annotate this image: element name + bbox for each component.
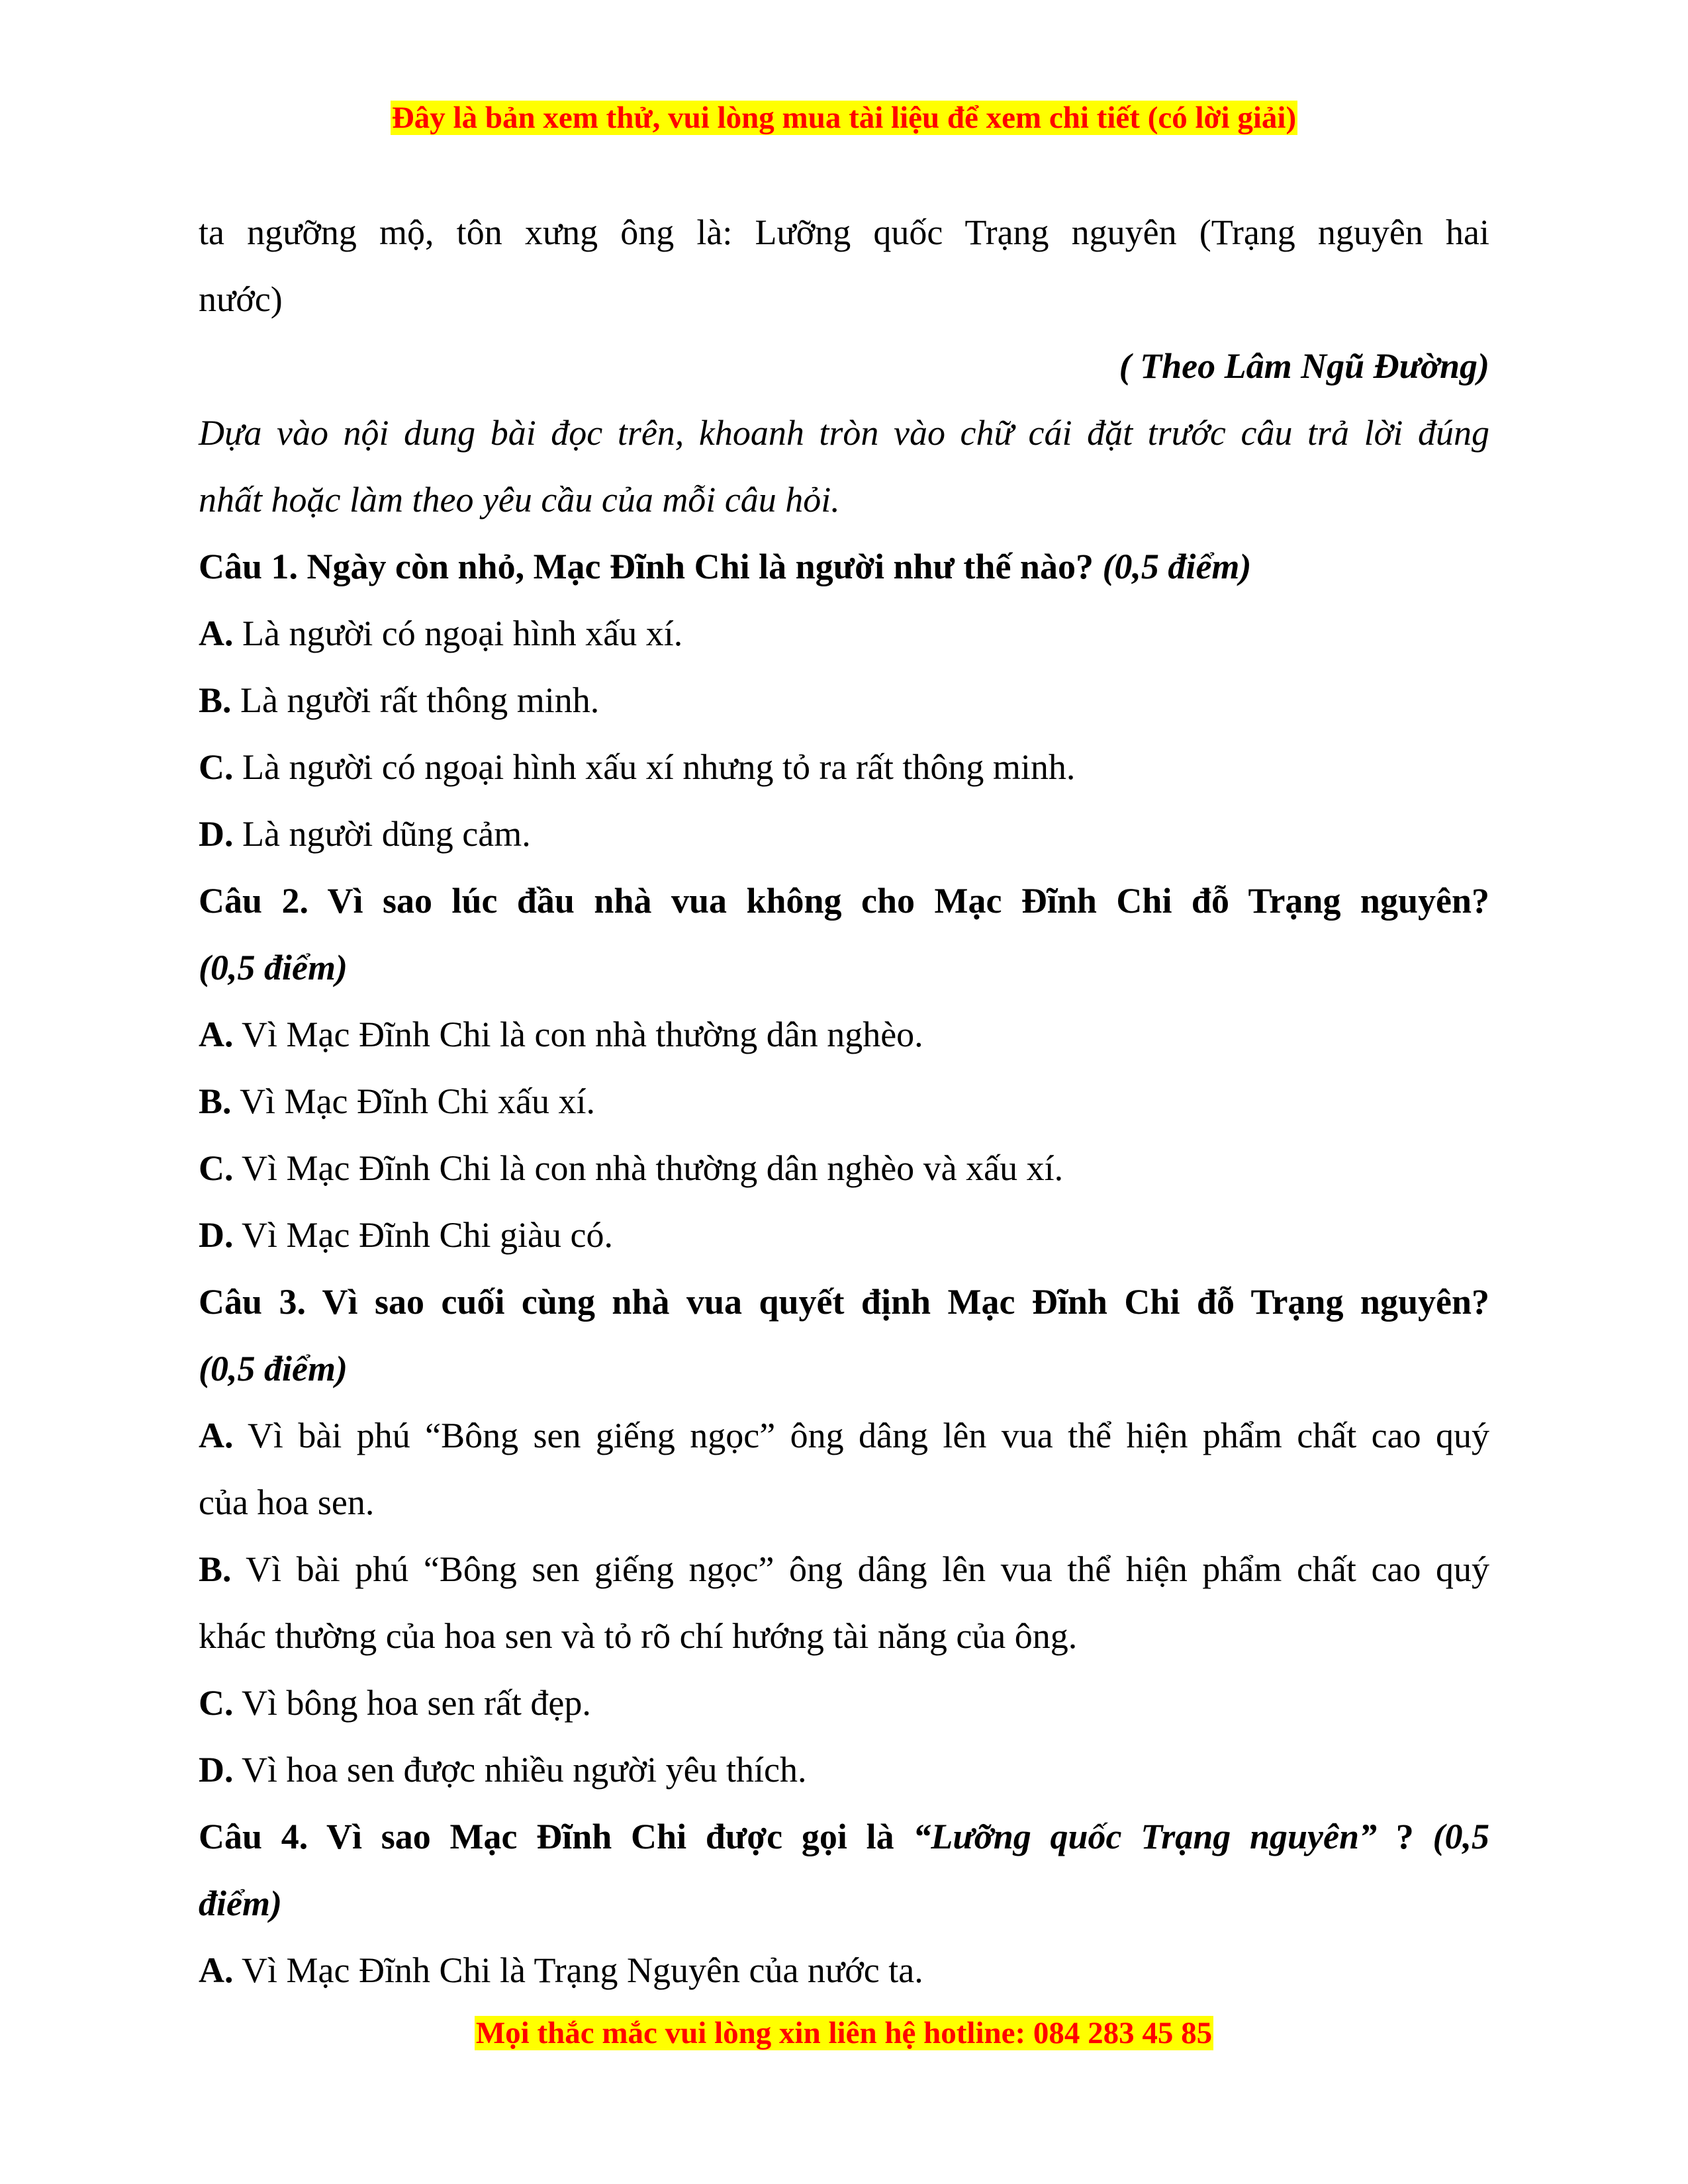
preview-notice-text: Đây là bản xem thử, vui lòng mua tài liệu để xem chi tiết (có lời giải) xyxy=(391,101,1297,135)
option-letter: A. xyxy=(199,1416,234,1455)
hotline-banner xyxy=(0,2013,1688,2053)
option-text: Vì bài phú “Bông sen giếng ngọc” ông dâng lên vua thể hiện phẩm chất cao quý xyxy=(247,1416,1489,1455)
passage-line: nước) xyxy=(199,279,283,319)
option-letter: D. xyxy=(199,1750,234,1790)
option-d xyxy=(199,1202,1489,1269)
option-d xyxy=(199,1737,1489,1803)
option-c xyxy=(199,1670,1489,1737)
option-d xyxy=(199,801,1489,868)
option-b xyxy=(199,667,1489,734)
option-text: Vì hoa sen được nhiều người yêu thích. xyxy=(242,1750,807,1790)
option-letter: C. xyxy=(199,1148,234,1188)
source-attribution: ( Theo Lâm Ngũ Đường) xyxy=(1119,346,1489,386)
question-text: Câu 1. Ngày còn nhỏ, Mạc Đĩnh Chi là người như thế nào? xyxy=(199,547,1094,586)
instruction-line: nhất hoặc làm theo yêu cầu của mỗi câu hỏi. xyxy=(199,480,840,520)
option-b xyxy=(199,1536,1489,1603)
option-text: Vì Mạc Đĩnh Chi là con nhà thường dân nghèo và xấu xí. xyxy=(242,1148,1064,1188)
option-text: Vì Mạc Đĩnh Chi là con nhà thường dân nghèo. xyxy=(242,1015,923,1054)
question-2: Câu 2. Vì sao lúc đầu nhà vua không cho Mạc Đĩnh Chi đỗ Trạng nguyên? xyxy=(199,881,1489,921)
option-text: Là người có ngoại hình xấu xí. xyxy=(242,614,683,653)
option-text: Vì Mạc Đĩnh Chi giàu có. xyxy=(242,1215,613,1255)
option-a-continued: của hoa sen. xyxy=(199,1482,375,1522)
question-mark: ? xyxy=(1395,1817,1414,1856)
question-points: (0,5 điểm) xyxy=(199,948,348,987)
option-letter: D. xyxy=(199,1215,234,1255)
option-letter: C. xyxy=(199,1683,234,1723)
passage-line: ta ngưỡng mộ, tôn xưng ông là: Lưỡng quốc Trạng nguyên (Trạng nguyên hai xyxy=(199,212,1489,252)
option-c xyxy=(199,734,1489,801)
option-a xyxy=(199,600,1489,667)
option-text: Vì Mạc Đĩnh Chi là Trạng Nguyên của nước ta. xyxy=(242,1950,923,1990)
question-text: Câu 4. Vì sao Mạc Đĩnh Chi được gọi là xyxy=(199,1817,894,1856)
question-1 xyxy=(199,533,1489,600)
question-quote: “Lưỡng quốc Trạng nguyên” xyxy=(913,1817,1378,1856)
option-a xyxy=(199,1402,1489,1469)
option-a xyxy=(199,1937,1489,2004)
option-text: Vì bông hoa sen rất đẹp. xyxy=(242,1683,591,1723)
question-points: (0,5 xyxy=(1432,1817,1490,1856)
option-letter: A. xyxy=(199,1015,234,1054)
question-points: (0,5 điểm) xyxy=(1102,547,1252,586)
option-text: Là người dũng cảm. xyxy=(242,814,531,854)
option-c xyxy=(199,1135,1489,1202)
option-letter: B. xyxy=(199,680,232,720)
option-b xyxy=(199,1068,1489,1135)
option-letter: C. xyxy=(199,747,234,787)
question-3: Câu 3. Vì sao cuối cùng nhà vua quyết định Mạc Đĩnh Chi đỗ Trạng nguyên? xyxy=(199,1282,1489,1322)
hotline-text: Mọi thắc mắc vui lòng xin liên hệ hotline: 084 283 45 85 xyxy=(475,2016,1213,2050)
option-text: Là người rất thông minh. xyxy=(240,680,600,720)
option-letter: A. xyxy=(199,614,234,653)
option-text: Vì Mạc Đĩnh Chi xấu xí. xyxy=(240,1081,596,1121)
option-letter: B. xyxy=(199,1081,232,1121)
question-4 xyxy=(199,1803,1489,1870)
option-b-continued: khác thường của hoa sen và tỏ rõ chí hướng tài năng của ông. xyxy=(199,1616,1078,1656)
option-letter: B. xyxy=(199,1549,232,1589)
option-letter: D. xyxy=(199,814,234,854)
question-points: (0,5 điểm) xyxy=(199,1349,348,1388)
preview-notice-banner xyxy=(0,98,1688,138)
document-body xyxy=(199,199,1489,2004)
instruction-line: Dựa vào nội dung bài đọc trên, khoanh tròn vào chữ cái đặt trước câu trả lời đúng xyxy=(199,413,1489,453)
option-text: Là người có ngoại hình xấu xí nhưng tỏ ra rất thông minh. xyxy=(242,747,1076,787)
question-points-continued: điểm) xyxy=(199,1884,282,1923)
option-a xyxy=(199,1001,1489,1068)
option-letter: A. xyxy=(199,1950,234,1990)
option-text: Vì bài phú “Bông sen giếng ngọc” ông dâng lên vua thể hiện phẩm chất cao quý xyxy=(246,1549,1489,1589)
